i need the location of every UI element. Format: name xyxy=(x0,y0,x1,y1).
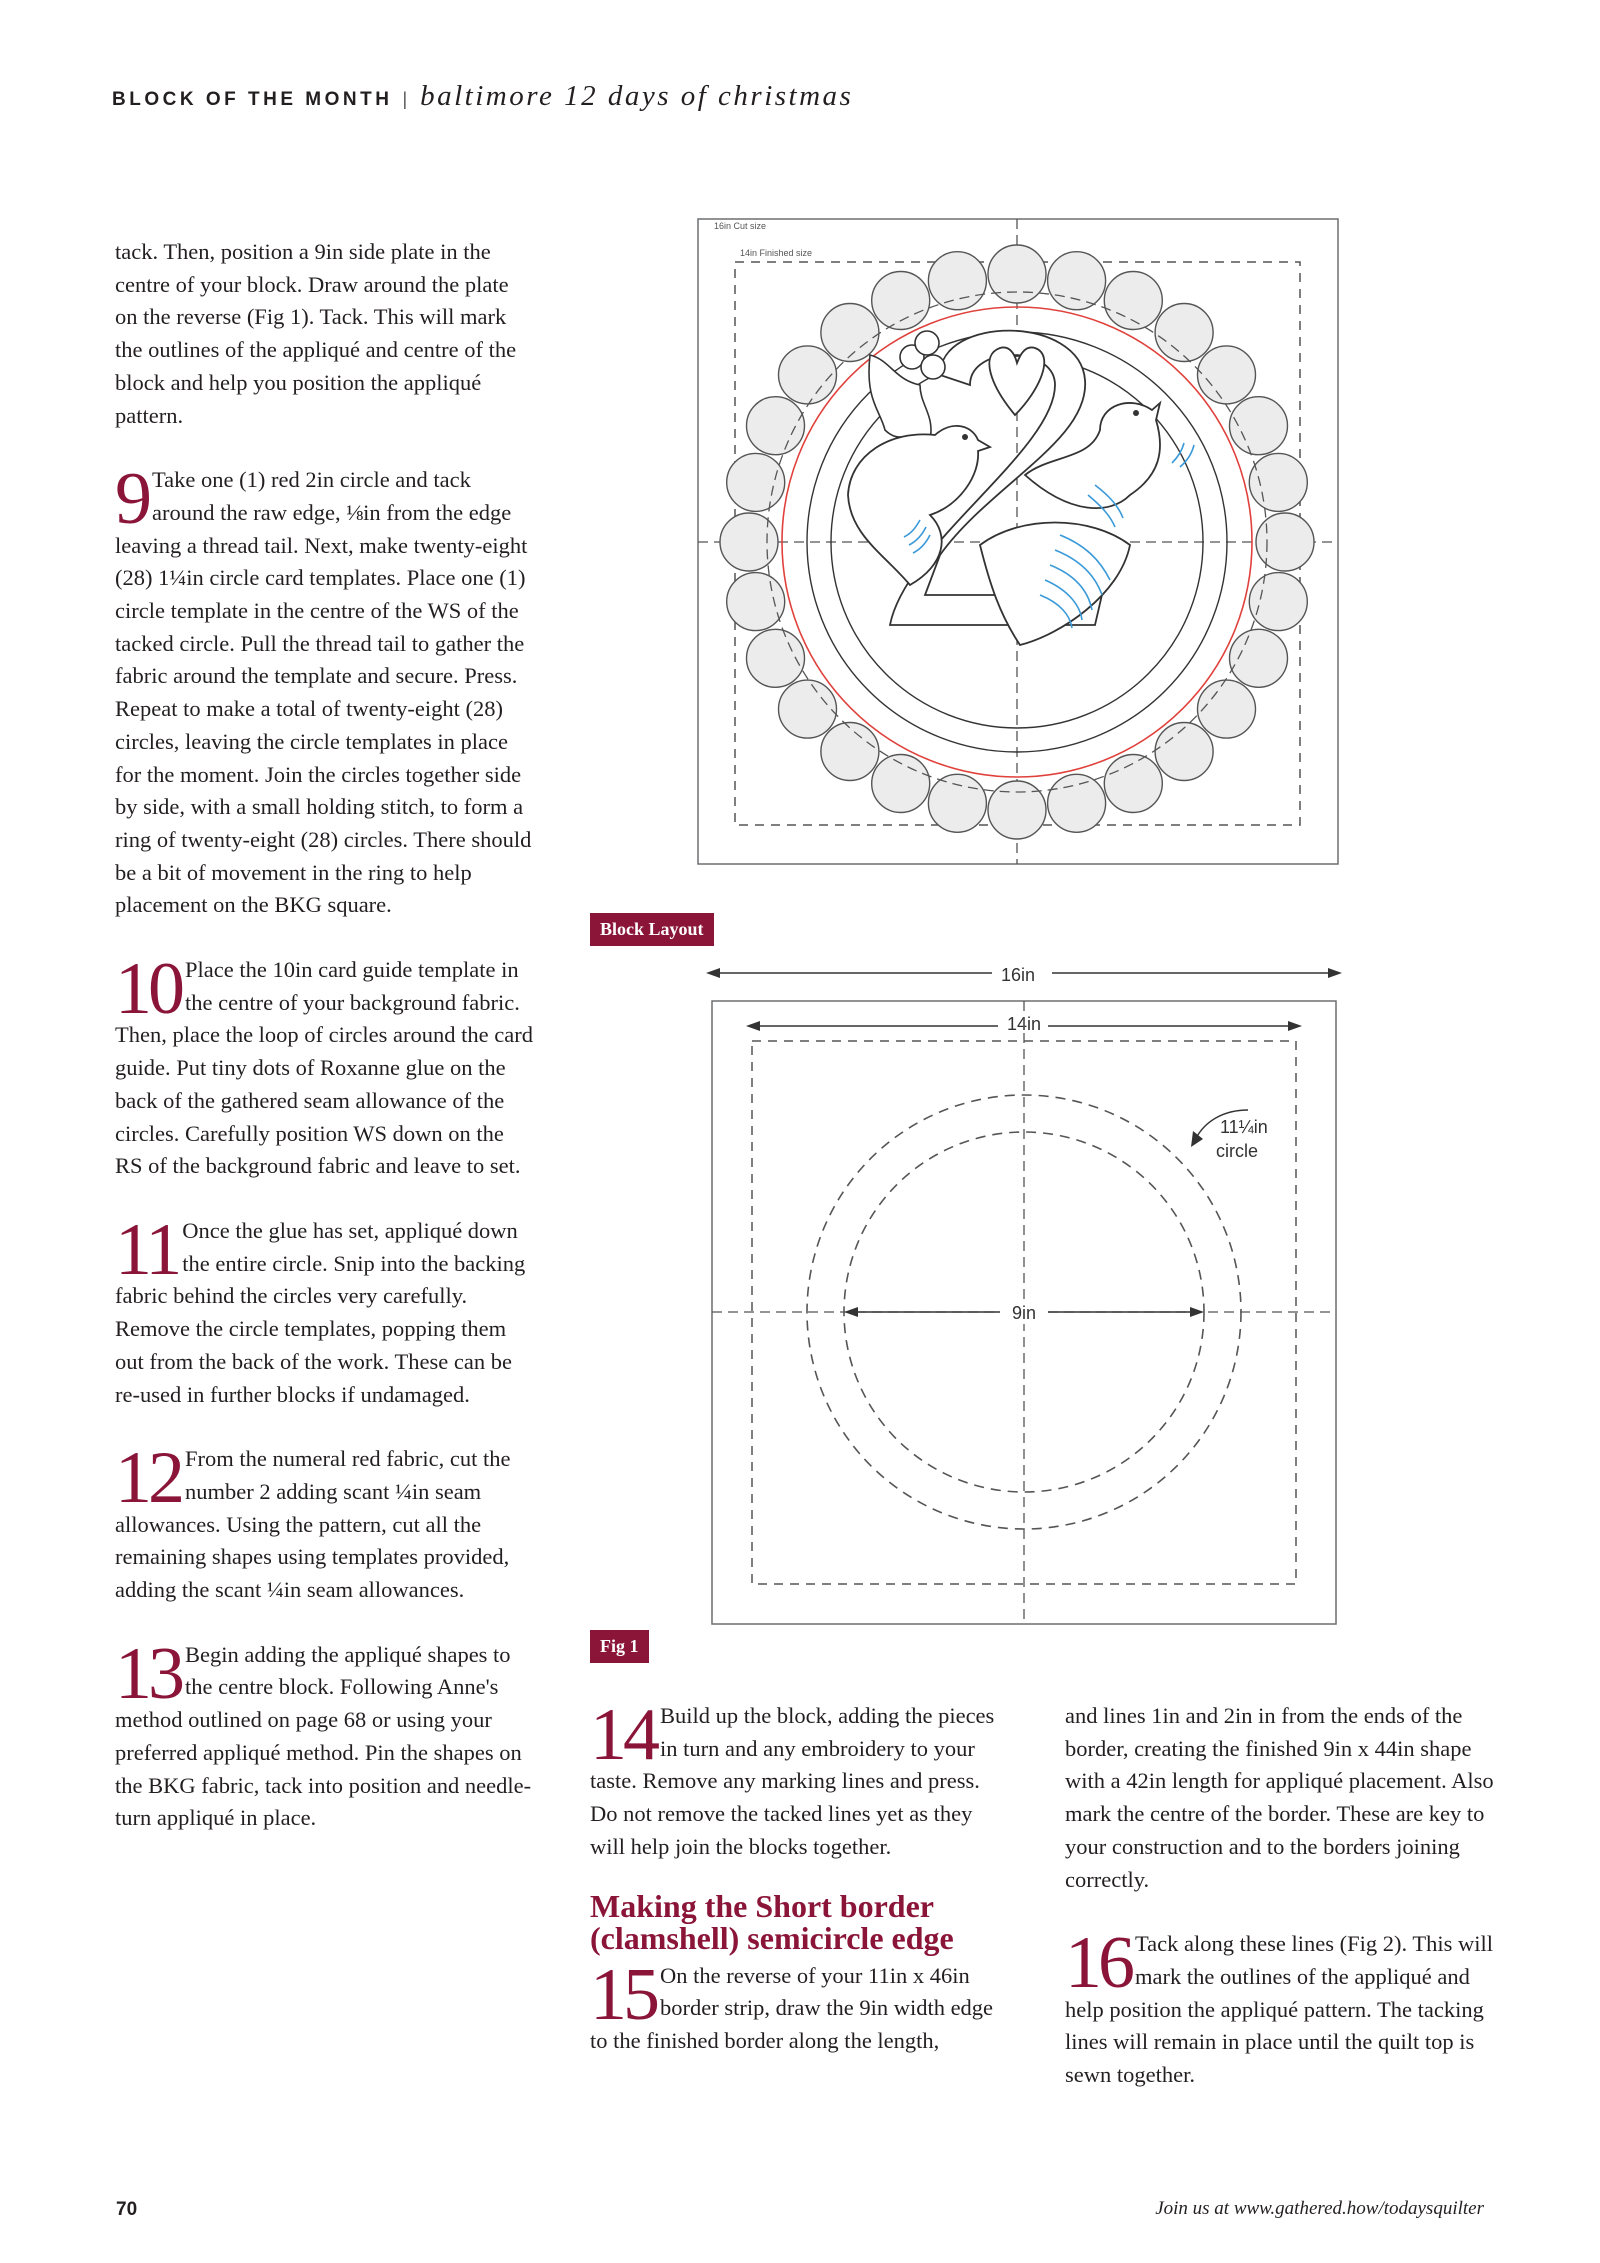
step-text: Tack along these lines (Fig 2). This will mark the outlines of the appliqué and help position the appliqué pattern. The tacking lines will remain in place until the quilt top is sewn together. xyxy=(1065,1931,1493,2088)
step-text: From the numeral red fabric, cut the number 2 adding scant ¼in seam allowances. Using the pattern, cut all the remaining shapes using templates provided, adding the scant ¼in seam allowances. xyxy=(115,1446,511,1603)
ring-circle xyxy=(727,453,785,511)
step-number: 15 xyxy=(590,1953,656,2036)
footer-link[interactable]: Join us at www.gathered.how/todaysquilter xyxy=(1155,2198,1484,2219)
column-3 xyxy=(1065,1700,1495,2124)
step-text: Begin adding the appliqué shapes to the centre block. Following Anne's method outlined on page 68 or using your preferred appliqué method. Pin the shapes on the BKG fabric, tack into position and needle-turn appliqué in place. xyxy=(115,1641,532,1831)
ring-circle xyxy=(1048,774,1106,832)
step-number: 13 xyxy=(115,1632,181,1715)
width-16in-label: 16in xyxy=(1000,965,1036,985)
section-heading: Making the Short border (clamshell) semicircle edge xyxy=(590,1887,954,1956)
fig1-caption: Fig 1 xyxy=(590,1630,649,1663)
step-14 xyxy=(590,1694,1010,1864)
step-number: 10 xyxy=(115,948,181,1031)
step-16 xyxy=(1065,1922,1495,2092)
page-number: 70 xyxy=(116,2199,138,2220)
cut-size-label: 16in Cut size xyxy=(714,221,767,231)
ring-circle xyxy=(988,781,1046,839)
ring-circle xyxy=(1249,573,1307,631)
ring-circle xyxy=(1198,346,1256,404)
step-text: Build up the block, adding the pieces in turn and any embroidery to your taste. Remove any marking lines and press. Do not remove the tacked lines yet as they will help join the blocks together. xyxy=(590,1703,995,1859)
ring-circle xyxy=(928,252,986,310)
ring-circle xyxy=(928,774,986,832)
column-2 xyxy=(590,1694,1010,2090)
step-number: 16 xyxy=(1065,1922,1131,2005)
column-1 xyxy=(115,236,535,1867)
ring-circle xyxy=(1256,513,1314,571)
header-separator: | xyxy=(402,89,411,109)
continued-paragraph: and lines 1in and 2in in from the ends of the border, creating the finished 9in x 44in shape with a 42in length for appliqué placement. Also mark the centre of the border. These are key to your construction and to the borders joining correctly. xyxy=(1065,1703,1494,1892)
ring-circle xyxy=(1104,755,1162,813)
step-10 xyxy=(115,948,535,1183)
ring-circle xyxy=(1249,453,1307,511)
intro-paragraph: tack. Then, position a 9in side plate in the centre of your block. Draw around the plate on the reverse (Fig 1). Tack. This will mark the outlines of the appliqué and centre of the block and help you position the appliqué pattern. xyxy=(115,239,517,428)
step-number: 12 xyxy=(115,1437,181,1520)
ring-circle xyxy=(727,573,785,631)
step-text: On the reverse of your 11in x 46in border strip, draw the 9in width edge to the finished border along the length, xyxy=(590,1962,994,2053)
step-number: 11 xyxy=(115,1208,179,1291)
ring-circle xyxy=(1155,304,1213,362)
circle-word-label: circle xyxy=(1216,1141,1259,1161)
ring-circle xyxy=(1198,680,1256,738)
circle-size-label: 11¼in xyxy=(1220,1117,1268,1137)
step-text: Take one (1) red 2in circle and tack around the raw edge, ⅛in from the edge leaving a thread tail. Next, make twenty-eight (28) 1¼in circle card templates. Place one (1) circle template in the centre of the WS of the tacked circle. Pull the thread tail to gather the fabric around the template and secure. Press. Repeat to make a total of twenty-eight (28) circles, leaving the circle templates in place for the moment. Join the circles together side by side, with a small holding stitch, to form a ring of twenty-eight (28) circles. There should be a bit of movement in the ring to help placement on the BKG square. xyxy=(115,467,532,918)
step-11 xyxy=(115,1208,535,1411)
ring-circle xyxy=(720,513,778,571)
finished-size-label: 14in Finished size xyxy=(740,248,813,258)
ring-circle xyxy=(821,304,879,362)
step-number: 14 xyxy=(590,1694,656,1776)
step-text: Once the glue has set, appliqué down the entire circle. Snip into the backing fabric behind the circles very carefully. Remove the circle templates, popping them out from the back of the work. These can be re-used in further blocks if undamaged. xyxy=(115,1217,526,1407)
diameter-9in-label: 9in xyxy=(1011,1303,1037,1323)
article-title: baltimore 12 days of christmas xyxy=(420,80,854,112)
ring-circle xyxy=(1048,252,1106,310)
width-14in-label: 14in xyxy=(1006,1014,1042,1034)
block-layout-caption: Block Layout xyxy=(590,913,714,946)
step-12 xyxy=(115,1437,535,1607)
ring-circle xyxy=(988,245,1046,303)
ring-circle xyxy=(821,723,879,781)
ring-circle xyxy=(747,397,805,455)
ring-circle xyxy=(779,680,837,738)
step-13 xyxy=(115,1632,535,1835)
block-layout-figure xyxy=(690,215,1350,875)
running-header xyxy=(112,80,853,113)
fig1-figure xyxy=(700,950,1350,1640)
ring-circle xyxy=(779,346,837,404)
step-number: 9 xyxy=(115,458,148,541)
section-label: BLOCK OF THE MONTH xyxy=(112,89,393,110)
step-text: Place the 10in card guide template in the centre of your background fabric. Then, place the loop of circles around the card guide. Put tiny dots of Roxanne glue on the back of the gathered seam allowance of the circles. Carefully position WS down on the RS of the background fabric and leave to set. xyxy=(115,957,533,1179)
step-15 xyxy=(590,1953,1010,2058)
step-9 xyxy=(115,458,535,922)
ring-circle xyxy=(1155,723,1213,781)
